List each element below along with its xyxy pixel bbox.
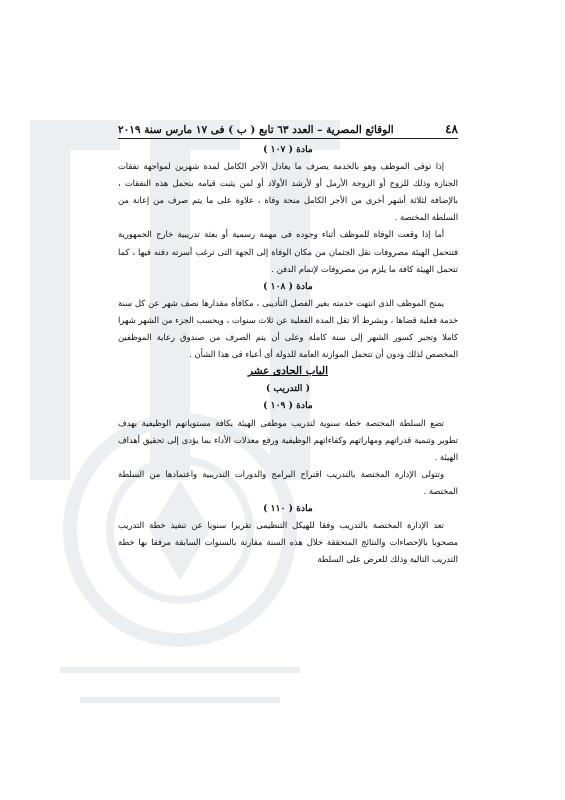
article-109-paragraph-1: تضع السلطة المختصة خطة سنوية لتدريب موظفى الهيئة بكافة مستوياتهم الوظيفية بهدف تطوير وتنمية قدراتهم ومهاراتهم وكفاءاتهم الوظيفية ورفع معدلات الأداء بما يؤدى إلى تحقيق أهداف الهيئة .: [118, 417, 458, 462]
document-page: [118, 118, 458, 568]
chapter-title: الباب الحادى عشر: [247, 365, 329, 378]
article-107-paragraph-1: إذا توفى الموظف وهو بالخدمة يصرف ما يعادل الأجر الكامل لمدة شهرين لمواجهة نفقات الجنازة وذلك للزوج أو الزوجة الأرمل أو لأرشد الأولاد أو لمن يثبت قيامه بتحمل هذه النفقات ، بالإضافة لثلاثة أشهر أخرى من الأجر الكامل منحة وفاة ، علاوة على ما يتم صرف من إعانة من السلطة المختصة .: [118, 161, 458, 223]
page-header: [118, 118, 458, 139]
article-108-title: مادة ( ١٠٨ ): [263, 280, 313, 292]
gazette-title: الوقائع المصرية – العدد ٦٣ تابع ( ب ) فى ١٧ مارس سنة ٢٠١٩: [118, 124, 394, 136]
article-107-paragraph-2: أما إذا وقعت الوفاة للموظف أثناء وجوده فى مهمة رسمية أو بعثة تدريبية خارج الجمهورية فتتحمل الهيئة مصروفات نقل الجثمان من مكان الوفاة إلى الجهة التى ترغب أسرته دفنه فيها ، كما تتحمل الهيئة كافة ما يلزم من مصروفات لإتمام الدفن .: [118, 229, 458, 274]
page-number: ٤٨: [445, 122, 458, 136]
article-109-title: مادة ( ١٠٩ ): [263, 400, 313, 412]
article-107-title: مادة ( ١٠٧ ): [263, 144, 313, 155]
article-108-paragraph-1: يمنح الموظف الذى انتهت خدمته بغير الفصل التأديبى ، مكافأة مقدارها نصف شهر عن كل سنة خدمة فعلية قضاها ، وبشرط ألا تقل المدة الفعلية عن ثلاث سنوات ، ويحسب الجزء من الشهر شهرا كاملا وتجبر كسور الشهر إلى سنة كاملة وعلى أن يتم الصرف من صندوق رعاية الموظفين المخصص لذلك ودون أن تتحمل الموازنة العامة للدولة أى أعباء فى هذا الشأن .: [118, 297, 458, 360]
article-109-paragraph-2: وتتولى الإدارة المختصة بالتدريب اقتراح البرامج والدورات التدريبية واعتمادها من السلطة المختصة .: [118, 468, 458, 496]
chapter-subtitle: ( التدريب ): [265, 383, 311, 395]
article-110-title: مادة ( ١١٠ ): [263, 502, 313, 514]
article-110-paragraph-1: تعد الإدارة المختصة بالتدريب وفقا للهيكل التنظيمى تقريرا سنويا عن تنفيذ خطة التدريب مصحوبا بالإحصاءات والنتائج المتحققة خلال هذه السنة مقارنة بالسنوات السابقة مرفقا بها خطة التدريب التالية وذلك للعرض على السلطة: [118, 520, 458, 565]
document-body: [118, 141, 458, 568]
